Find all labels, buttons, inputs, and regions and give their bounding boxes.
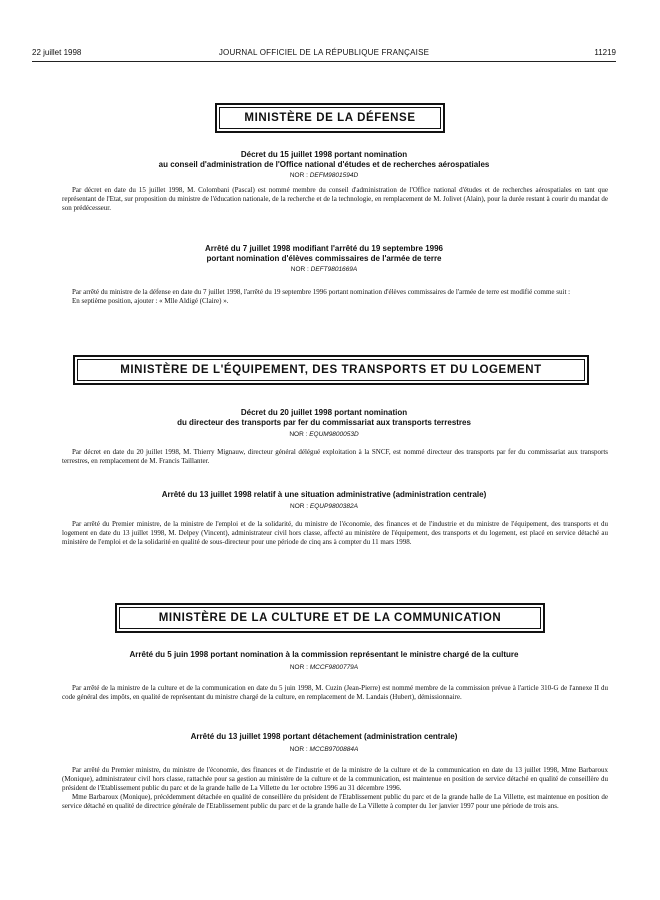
- title-line: portant nomination d'élèves commissaires de l'armée de terre: [206, 254, 442, 263]
- title-line: au conseil d'administration de l'Office national d'études et de recherches aérospatiales: [158, 160, 490, 169]
- nor-reference: [40, 266, 608, 273]
- decree-title: [40, 732, 608, 742]
- nor-reference: [40, 172, 608, 179]
- title-line: Arrêté du 5 juin 1998 portant nomination à la commission représentant le ministre chargé de la culture: [129, 650, 519, 659]
- body-paragraph: Par arrêté de la ministre de la culture et de la communication en date du 5 juin 1998, M. Cuzin (Jean-Pierre) est nommé membre de la commission prévue à l'article 310-G de l'annexe II du code général des impôts, en qualité de représentant du ministre chargé de la culture, en remplacement de M. Landais (Hubert), démissionnaire.: [62, 684, 608, 701]
- nor-reference: [40, 746, 608, 753]
- ministry-heading-equipement: [73, 355, 589, 385]
- nor-reference: [40, 664, 608, 671]
- nor-code: DEFT9801669A: [310, 266, 358, 273]
- decree-body: [62, 448, 608, 466]
- body-paragraph: Par décret en date du 20 juillet 1998, M. Thierry Mignauw, directeur général délégué exploitation à la SNCF, est nommé directeur des transports par fer du commissariat aux transports terrestres, en remplacement de M. Francis Taillanter.: [62, 448, 608, 465]
- title-line: Décret du 20 juillet 1998 portant nomination: [240, 408, 408, 417]
- decree-title: [40, 650, 608, 660]
- title-line: Arrêté du 13 juillet 1998 portant détachement (administration centrale): [190, 732, 458, 741]
- header-page-number: 11219: [594, 48, 616, 57]
- title-line: du directeur des transports par fer du commissariat aux transports terrestres: [177, 418, 471, 427]
- nor-label: NOR :: [290, 266, 311, 273]
- nor-label: NOR :: [289, 431, 310, 438]
- decree-title: [40, 490, 608, 500]
- nor-code: EQUP9800382A: [309, 503, 358, 510]
- ministry-heading-text: MINISTÈRE DE LA DÉFENSE: [244, 112, 416, 124]
- nor-reference: [40, 503, 608, 510]
- header-rule: [32, 61, 616, 62]
- body-paragraph: Par décret en date du 15 juillet 1998, M. Colombani (Pascal) est nommé membre du conseil d'administration de l'Office national d'études et de recherches aérospatiales en tant que représentant de l'Etat, sur proposition du ministre de l'éducation nationale, de la recherche et de la technologie, en remplacement de M. Jolivet (Alain), pour la durée restant à courir du mandat de son prédécesseur.: [62, 186, 608, 212]
- nor-label: NOR :: [289, 664, 310, 671]
- nor-label: NOR :: [290, 503, 310, 510]
- body-paragraph: Par arrêté du Premier ministre, du ministre de l'économie, des finances et de l'industrie et de la ministre de la culture et de la communication en date du 13 juillet 1998, Mme Barbaroux (Monique), administrateur civil hors classe, rattachée pour sa gestion au ministère de la culture et de la communication, est maintenue en position de service détaché en qualité de conseillère du président de l'Etablissement public du parc et de la grande halle de La Villette du 1er octobre 1996 au 31 décembre 1996.: [62, 766, 608, 792]
- body-paragraph: Par arrêté du Premier ministre, de la ministre de l'emploi et de la solidarité, du ministre de l'économie, des finances et de l'industrie et du ministre de l'équipement, des transports et du logement en date du 13 juillet 1998, M. Delpey (Vincent), administrateur civil hors classe, affecté au ministère de l'équipement, des transports et du logement, est placé en service détaché au ministère de l'emploi et de la solidarité en qualité de sous-directeur pour une période de cinq ans à compter du 11 mars 1998.: [62, 520, 608, 546]
- nor-code: EQUM9800053D: [309, 431, 359, 438]
- nor-code: DEFM9801594D: [309, 172, 359, 179]
- decree-body: [62, 766, 608, 811]
- body-paragraph: Mme Barbaroux (Monique), précédemment détachée en qualité de conseillère du président de l'Etablissement public du parc et de la grande halle de La Villette, est maintenue en position de service détaché en qualité de directrice générale de l'Etablissement public du parc et de la grande halle de La Villette à compter du 1er janvier 1997 pour une période de trois ans.: [62, 793, 608, 810]
- body-paragraph: En septième position, ajouter : « Mlle Aldigé (Claire) ».: [72, 297, 229, 305]
- ministry-heading-text: MINISTÈRE DE LA CULTURE ET DE LA COMMUNICATION: [158, 612, 502, 624]
- ministry-heading-culture: [115, 603, 545, 633]
- title-line: Décret du 15 juillet 1998 portant nomination: [240, 150, 408, 159]
- header-date: 22 juillet 1998: [32, 48, 82, 57]
- decree-body: [62, 288, 608, 306]
- nor-reference: [40, 431, 608, 438]
- nor-label: NOR :: [289, 172, 310, 179]
- page-header: [32, 48, 616, 60]
- ministry-heading-text: MINISTÈRE DE L'ÉQUIPEMENT, DES TRANSPORTS ET DU LOGEMENT: [120, 364, 542, 376]
- header-journal-title: JOURNAL OFFICIEL DE LA RÉPUBLIQUE FRANÇAISE: [218, 48, 430, 57]
- decree-body: [62, 684, 608, 702]
- nor-code: MCCF9800779A: [309, 664, 359, 671]
- decree-body: [62, 186, 608, 213]
- decree-title: [40, 244, 608, 264]
- decree-title: [40, 408, 608, 428]
- nor-code: MCCB9700884A: [309, 746, 359, 753]
- body-paragraph: Par arrêté du ministre de la défense en date du 7 juillet 1998, l'arrêté du 19 septembre 1996 portant nomination d'élèves commissaires de l'armée de terre est modifié comme suit :: [72, 288, 571, 296]
- decree-body: [62, 520, 608, 547]
- nor-label: NOR :: [289, 746, 310, 753]
- decree-title: [40, 150, 608, 170]
- title-line: Arrêté du 13 juillet 1998 relatif à une situation administrative (administration centrale): [161, 490, 487, 499]
- ministry-heading-defense: [215, 103, 445, 133]
- title-line: Arrêté du 7 juillet 1998 modifiant l'arrêté du 19 septembre 1996: [205, 244, 443, 253]
